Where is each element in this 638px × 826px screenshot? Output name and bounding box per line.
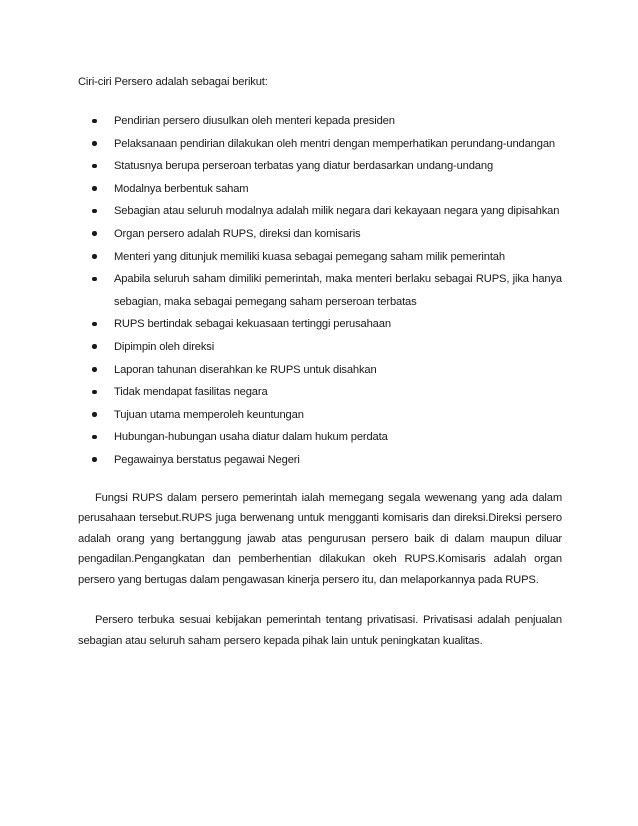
intro-text: Ciri-ciri Persero adalah sebagai berikut: bbox=[78, 76, 268, 88]
bullet-icon bbox=[92, 254, 97, 259]
list-item-text: Sebagian atau seluruh modalnya adalah milik negara dari kekayaan negara yang dipisahkan bbox=[114, 205, 560, 218]
paragraph-privatization: Persero terbuka sesuai kebijakan pemerintah tentang privatisasi. Privatisasi adalah penjualan sebagian atau seluruh saham persero kepada pihak lain untuk peningkatan kualitas. bbox=[78, 614, 562, 648]
list-item bbox=[78, 426, 562, 449]
bullet-icon bbox=[92, 390, 97, 395]
bullet-icon bbox=[92, 367, 97, 372]
list-item bbox=[78, 313, 562, 336]
bullet-icon bbox=[92, 322, 97, 327]
list-item-text: Modalnya berbentuk saham bbox=[114, 182, 249, 195]
list-item-text: Pelaksanaan pendirian dilakukan oleh mentri dengan memperhatikan perundang-undangan bbox=[114, 137, 555, 150]
list-item-text: Organ persero adalah RUPS, direksi dan komisaris bbox=[114, 227, 361, 240]
list-item bbox=[78, 336, 562, 359]
list-item bbox=[78, 133, 562, 156]
bullet-icon bbox=[92, 435, 97, 440]
bullet-icon bbox=[92, 412, 97, 417]
list-item bbox=[78, 223, 562, 246]
list-item-text: Pendirian persero diusulkan oleh menteri kepada presiden bbox=[114, 115, 395, 127]
list-item-text: Apabila seluruh saham dimiliki pemerintah, maka menteri berlaku sebagai RUPS, jika hanya sebagian, maka sebagai pemegang saham perseroan terbatas bbox=[114, 273, 562, 308]
bullet-icon bbox=[92, 186, 97, 191]
list-item bbox=[78, 155, 562, 178]
characteristics-list bbox=[78, 110, 562, 472]
bullet-icon bbox=[92, 457, 97, 462]
bullet-icon bbox=[92, 141, 97, 146]
paragraph-rups-function: Fungsi RUPS dalam persero pemerintah ialah memegang segala wewenang yang ada dalam perusahaan tersebut.RUPS juga berwenang untuk mengganti komisaris dan direksi.Direksi persero adalah orang yang bertanggung jawab atas pengurusan persero baik di dalam maupun diluar pengadilan.Pengangkatan dan pemberhentian dilakukan okeh RUPS.Komisaris adalah organ persero yang bertugas dalam pengawasan kinerja persero itu, dan melaporkannya pada RUPS. bbox=[78, 491, 562, 586]
list-item bbox=[78, 359, 562, 382]
bullet-icon bbox=[92, 119, 97, 124]
list-item-text: RUPS bertindak sebagai kekuasaan tertinggi perusahaan bbox=[114, 318, 391, 331]
list-item-text: Menteri yang ditunjuk memiliki kuasa sebagai pemegang saham milik pemerintah bbox=[114, 250, 505, 263]
list-item bbox=[78, 268, 562, 313]
list-item-text: Tidak mendapat fasilitas negara bbox=[114, 386, 268, 399]
bullet-icon bbox=[92, 209, 97, 214]
list-item bbox=[78, 246, 562, 269]
bullet-icon bbox=[92, 164, 97, 169]
bullet-icon bbox=[92, 231, 97, 236]
list-item bbox=[78, 449, 562, 472]
list-item bbox=[78, 178, 562, 201]
document-body bbox=[78, 72, 562, 652]
list-item bbox=[78, 110, 562, 133]
list-item bbox=[78, 404, 562, 427]
list-item-text: Hubungan-hubungan usaha diatur dalam hukum perdata bbox=[114, 431, 388, 444]
list-item-text: Dipimpin oleh direksi bbox=[114, 340, 215, 353]
bullet-icon bbox=[92, 344, 97, 349]
bullet-icon bbox=[92, 277, 97, 282]
list-item-text: Laporan tahunan diserahkan ke RUPS untuk disahkan bbox=[114, 363, 377, 376]
list-item-text: Tujuan utama memperoleh keuntungan bbox=[114, 408, 304, 421]
list-item bbox=[78, 200, 562, 223]
list-item-text: Pegawainya berstatus pegawai Negeri bbox=[114, 453, 300, 466]
list-item bbox=[78, 381, 562, 404]
list-item-text: Statusnya berupa perseroan terbatas yang diatur berdasarkan undang-undang bbox=[114, 160, 494, 173]
